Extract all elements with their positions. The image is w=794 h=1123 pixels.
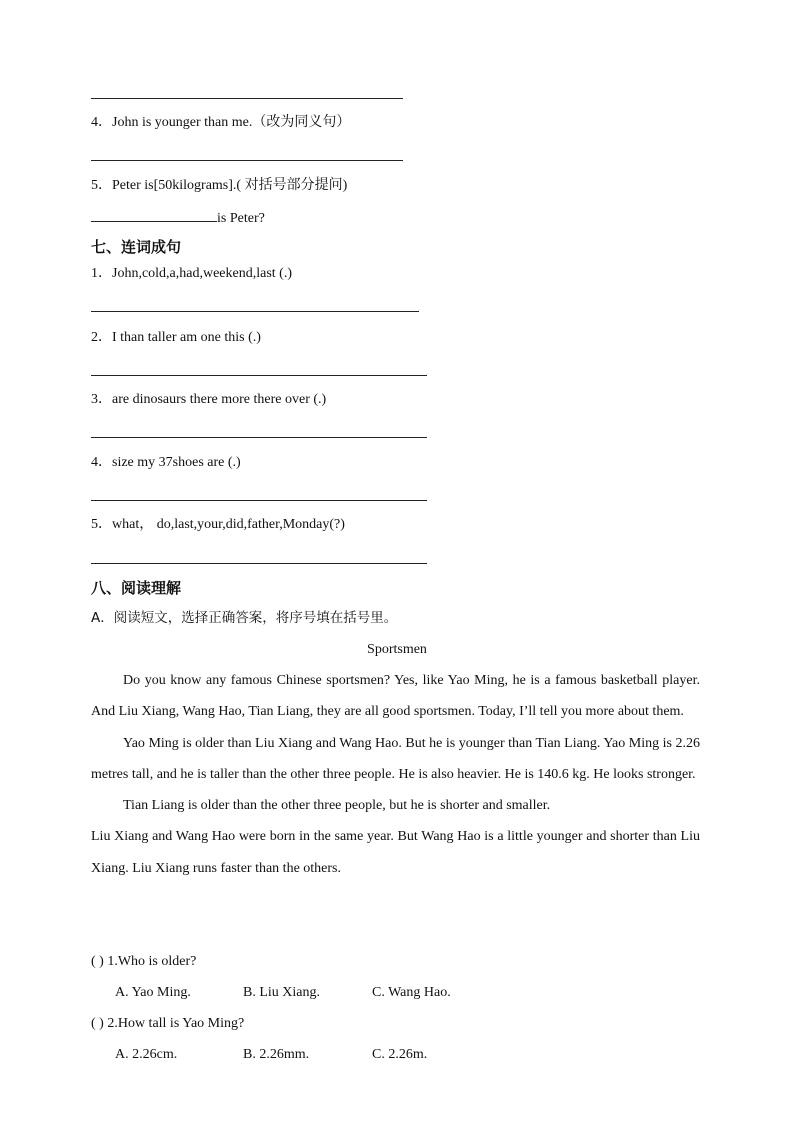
section-8-title: 八、阅读理解: [91, 579, 182, 597]
passage: [91, 665, 700, 884]
answer-line: [91, 375, 427, 376]
rewrite-question-5: [91, 176, 347, 196]
question-text: are dinosaurs there more there over (.): [112, 392, 327, 407]
question-text: Peter is[50kilograms].( 对括号部分提问): [112, 178, 348, 193]
passage-paragraph: Liu Xiang and Wang Hao were born in the same year. But Wang Hao is a little younger and shorter than Liu Xiang. Liu Xiang runs faster than the others.: [91, 829, 700, 876]
ordering-question-5: [91, 515, 345, 535]
question-text: what， do,last,your,did,father,Monday(?): [112, 517, 345, 532]
option-c: C. 2.26m.: [372, 1047, 428, 1062]
question-text: John is younger than me.（改为同义句）: [112, 115, 351, 130]
section-7-title: 七、连词成句: [91, 238, 182, 256]
option-c: C. Wang Hao.: [372, 985, 451, 1000]
ordering-question-3: [91, 390, 326, 410]
option-a: A. Yao Ming.: [115, 985, 191, 1000]
rewrite-question-4: [91, 113, 350, 133]
passage-paragraph: Yao Ming is older than Liu Xiang and Wang Hao. But he is younger than Tian Liang. Yao Ming is 2.26 metres tall, and he is taller than the other three people. He is also heavier. He is 140.6 kg. He looks stronger.: [91, 735, 700, 782]
answer-line: [91, 563, 427, 564]
question-text: I than taller am one this (.): [112, 330, 261, 345]
question-number: 1．: [91, 266, 112, 281]
question-number: 2．: [91, 330, 112, 345]
answer-bracket: ( ): [91, 1016, 104, 1031]
passage-title: Sportsmen: [367, 642, 427, 657]
rewrite-question-5-answer: [91, 207, 265, 229]
option-b: B. Liu Xiang.: [243, 985, 320, 1000]
question-number: 5．: [91, 517, 112, 532]
answer-tail: is Peter?: [217, 211, 265, 226]
question-number: 3．: [91, 392, 112, 407]
option-b: B. 2.26mm.: [243, 1047, 310, 1062]
question-number: 4．: [91, 115, 112, 130]
answer-line: [91, 311, 419, 312]
answer-line: [91, 98, 403, 99]
reading-question-2: [91, 1014, 244, 1034]
answer-bracket: ( ): [91, 954, 104, 969]
answer-line: [91, 437, 427, 438]
question-number: 4．: [91, 455, 112, 470]
answer-line: [91, 160, 403, 161]
ordering-question-1: [91, 264, 292, 284]
passage-paragraph: Do you know any famous Chinese sportsmen? Yes, like Yao Ming, he is a famous basketball player. And Liu Xiang, Wang Hao, Tian Liang, they are all good sportsmen. Today, I’ll tell you more about them.: [91, 673, 700, 720]
ordering-question-4: [91, 453, 241, 473]
question-text: size my 37shoes are (.): [112, 455, 241, 470]
answer-line: [91, 500, 427, 501]
question-text: 2.How tall is Yao Ming?: [107, 1016, 245, 1031]
reading-question-1: [91, 952, 196, 972]
reading-instruction: A．阅读短文，选择正确答案，将序号填在括号里。: [91, 610, 398, 626]
passage-paragraph: Tian Liang is older than the other three people, but he is shorter and smaller.: [123, 798, 551, 814]
question-number: 5．: [91, 178, 112, 193]
question-text: John,cold,a,had,weekend,last (.): [112, 266, 292, 281]
ordering-question-2: [91, 328, 261, 348]
answer-blank: [91, 207, 217, 222]
option-a: A. 2.26cm.: [115, 1047, 178, 1062]
question-text: 1.Who is older?: [107, 954, 197, 969]
